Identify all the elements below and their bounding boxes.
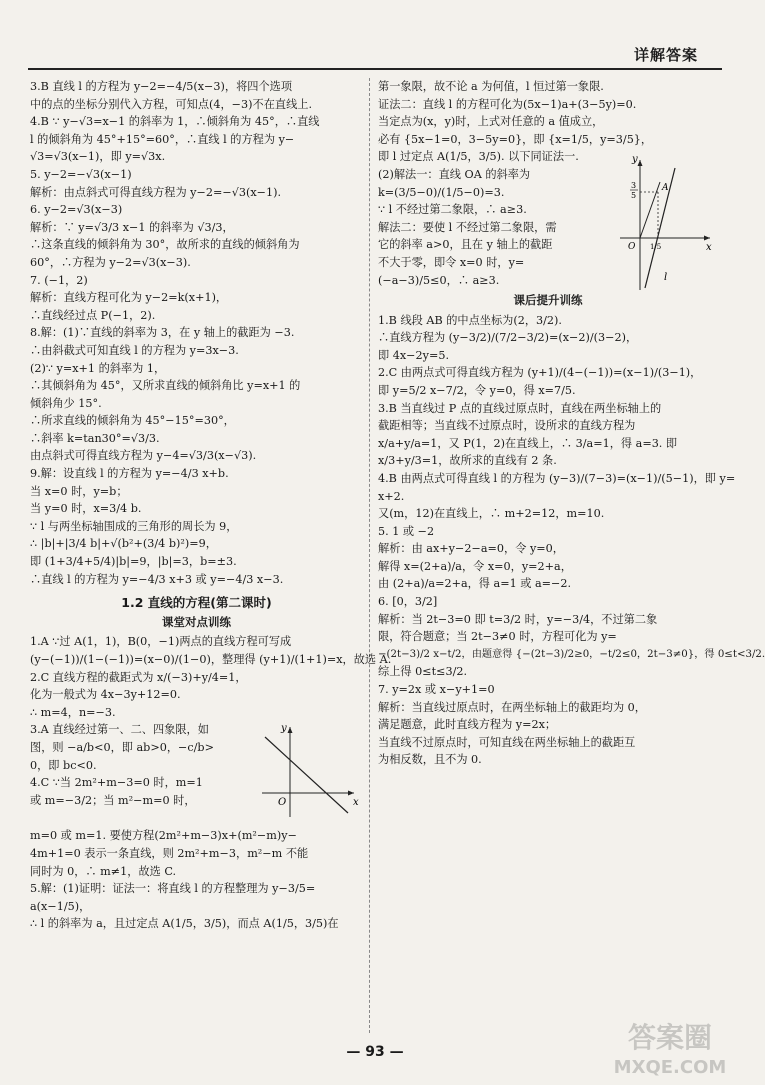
text-line: −(2t−3)/2 x−t/2，由题意得 {−(2t−3)/2≥0，−t/2≤0，2t−3≠0}，得 0≤t<3/2.: [378, 648, 765, 660]
text-line: ∴ |b|+|3/4 b|+√(b²+(3/4 b)²)=9，: [30, 537, 217, 551]
text-line: ∴ m=4，n=−3.: [30, 705, 116, 719]
text-line: 6. [0，3/2]: [378, 595, 438, 609]
right-column: [378, 78, 765, 769]
text-line: 3.B 当直线过 P 点的直线过原点时，直线在两坐标轴上的: [378, 401, 662, 415]
text-line: l 的倾斜角为 45°+15°=60°，∴直线 l 的方程为 y−: [30, 132, 295, 146]
text-line: 倾斜角少 15°.: [30, 396, 102, 410]
text-line: 即 4x−2y=5.: [378, 348, 450, 362]
text-line: 第一象限，故不论 a 为何值，l 恒过第一象限.: [378, 80, 604, 93]
text-line: 5. y−2=−√3(x−1): [30, 167, 132, 181]
line-l: [645, 168, 675, 288]
text-line: 或 m=−3/2；当 m²−m=0 时，: [30, 793, 196, 807]
text-line: ∴所求直线的倾斜角为 45°−15°=30°，: [30, 414, 235, 428]
frac-denominator: 5: [631, 190, 637, 200]
point-a-label: A: [662, 182, 669, 193]
page-header: [0, 0, 750, 72]
text-line: 3.A 直线经过第一、二、四象限，如: [30, 723, 209, 737]
x-label: x: [353, 797, 359, 809]
text-line: 5. 1 或 −2: [378, 524, 435, 538]
y-axis-arrow-icon: [288, 727, 293, 733]
text-line: 必有 {5x−1=0，3−5y=0}，即 {x=1/5，y=3/5}，: [378, 132, 653, 146]
header-title: 详解答案: [633, 46, 698, 64]
text-line: x+2.: [378, 489, 405, 503]
column-divider: [369, 78, 371, 1033]
text-line: 证法二：直线 l 的方程可化为(5x−1)a+(3−5y)=0.: [378, 97, 637, 111]
text-line: 当 y=0 时，x=3/4 b.: [30, 502, 142, 516]
text-line: ∴其倾斜角为 45°，又所求直线的倾斜角比 y=x+1 的: [30, 379, 301, 393]
text-line: ∴斜率 k=tan30°=√3/3.: [30, 431, 160, 445]
text-line: 不大于零，即令 x=0 时，y=: [378, 255, 525, 269]
text-line: 9.解：设直线 l 的方程为 y=−4/3 x+b.: [30, 467, 229, 481]
y-label: y: [632, 153, 638, 165]
text-line: 即 l 过定点 A(1/5，3/5). 以下同证法一.: [378, 150, 579, 164]
watermark-logo: [600, 1013, 740, 1081]
text-line: 60°，∴方程为 y−2=√3(x−3).: [30, 255, 191, 269]
text-line: ∵ l 与两坐标轴围成的三角形的周长为 9，: [30, 519, 238, 533]
text-line: x/a+y/a=1，又 P(1，2)在直线上，∴ 3/a=1，得 a=3. 即: [378, 436, 678, 450]
fixed-point-graph-figure: [614, 154, 716, 294]
text-line: k=(3/5−0)/(1/5−0)=3.: [378, 185, 505, 199]
text-line: x/3+y/3=1，故所求的直线有 2 条.: [378, 454, 557, 468]
text-line: 即 (1+3/4+5/4)|b|=9，|b|=3，b=±3.: [30, 555, 237, 569]
watermark-main-text: 答案圈: [627, 1021, 713, 1054]
text-line: 同时为 0，∴ m≠1，故选 C.: [30, 864, 177, 878]
text-line: ∴由斜截式可知直线 l 的方程为 y=3x−3.: [30, 343, 239, 357]
text-line: ∴直线经过点 P(−1，2).: [30, 308, 156, 322]
frac-numerator: 3: [631, 180, 637, 190]
text-line: m=0 或 m=1. 要使方程(2m²+m−3)x+(m²−m)y−: [30, 829, 297, 843]
y-label: y: [281, 723, 287, 735]
text-line: 解析：由 ax+y−2−a=0，令 y=0，: [378, 542, 564, 556]
text-line: 0，即 bc<0.: [30, 758, 97, 772]
text-line: 1.B 线段 AB 的中点坐标为(2，3/2).: [378, 313, 562, 327]
text-line: 4m+1=0 表示一条直线，则 2m²+m−3，m²−m 不能: [30, 846, 309, 860]
section-subtitle: 课后提升训练: [513, 292, 583, 307]
text-line: 3.B 直线 l 的方程为 y−2=−4/5(x−3)，将四个选项: [30, 80, 293, 93]
text-line: (y−(−1))/(1−(−1))=(x−0)/(1−0)，整理得 (y+1)/(1+1)=x，故选 A.: [30, 653, 392, 666]
text-line: 当 x=0 时，y=b；: [30, 484, 128, 498]
text-line: a(x−1/5)，: [30, 899, 91, 913]
x-label: x: [706, 241, 712, 253]
text-line: 即 y=5/2 x−7/2，令 y=0，得 x=7/5.: [378, 383, 576, 397]
text-line: 1.A ∵过 A(1，1)，B(0，−1)两点的直线方程可写成: [30, 635, 292, 649]
text-line: 8.解：(1)∵直线的斜率为 3，在 y 轴上的截距为 −3.: [30, 326, 295, 340]
text-line: 当定点为(x，y)时，上式对任意的 a 值成立，: [378, 115, 604, 129]
text-line: 满足题意，此时直线方程为 y=2x；: [378, 718, 557, 732]
text-line: 7. y=2x 或 x−y+1=0: [378, 683, 495, 697]
header-rule: [28, 68, 722, 70]
text-line: 2.C 由两点式可得直线方程为 (y+1)/(4−(−1))=(x−1)/(3−1)，: [378, 366, 702, 380]
text-line: 6. y−2=√3(x−3): [30, 203, 123, 217]
line-graph-figure: [250, 721, 360, 821]
text-line: (−a−3)/5≤0，∴ a≥3.: [378, 273, 500, 287]
x-axis-arrow-icon: [704, 235, 710, 240]
text-line: 4.B 由两点式可得直线 l 的方程为 (y−3)/(7−3)=(x−1)/(5−1)，即 y=: [378, 471, 736, 485]
text-line: 解析：当直线过原点时，在两坐标轴上的截距均为 0，: [378, 700, 646, 714]
line-l-label: l: [664, 271, 668, 283]
text-line: 限，符合题意；当 2t−3≠0 时，方程可化为 y=: [378, 630, 617, 644]
text-line: 又(m，12)在直线上，∴ m+2=12，m=10.: [378, 507, 605, 521]
text-line: 它的斜率 a>0，且在 y 轴上的截距: [378, 238, 553, 252]
text-line: ∴直线方程为 (y−3/2)/(7/2−3/2)=(x−2)/(3−2)，: [378, 331, 638, 345]
text-line: (2)∵ y=x+1 的斜率为 1，: [30, 361, 166, 375]
text-line: ∴直线 l 的方程为 y=−4/3 x+3 或 y=−4/3 x−3.: [30, 572, 284, 586]
text-line: 综上得 0≤t≤3/2.: [378, 665, 468, 679]
text-line: 图，则 −a/b<0，即 ab>0，−c/b>: [30, 740, 214, 754]
text-line: 解得 x=(2+a)/a，令 x=0，y=2+a，: [378, 559, 572, 573]
line-oa: [640, 182, 660, 238]
text-line: √3=√3(x−1)，即 y=√3x.: [30, 150, 166, 164]
x-axis-arrow-icon: [348, 791, 354, 796]
text-line: 为相反数，且不为 0.: [378, 753, 482, 767]
text-line: 4.C ∵当 2m²+m−3=0 时，m=1: [30, 776, 203, 790]
text-line: ∵ l 不经过第二象限，∴ a≥3.: [378, 203, 527, 217]
text-line: 由点斜式可得直线方程为 y−4=√3/3(x−√3).: [30, 449, 257, 463]
section-subtitle: 课堂对点训练: [162, 614, 231, 629]
text-line: 解法二：要使 l 不经过第二象限，需: [378, 220, 557, 234]
section-title: 1.2 直线的方程(第二课时): [121, 595, 272, 611]
text-line: 4.B ∵ y−√3=x−1 的斜率为 1，∴倾斜角为 45°，∴直线: [30, 115, 320, 129]
text-line: 解析：直线方程可化为 y−2=k(x+1)，: [30, 291, 228, 305]
y-axis-arrow-icon: [638, 160, 643, 166]
x-intercept-label: 1/5: [650, 242, 662, 251]
text-line: 解析：由点斜式可得直线方程为 y−2=−√3(x−1).: [30, 185, 282, 199]
text-line: 解析：当 2t−3=0 即 t=3/2 时，y=−3/4，不过第二象: [378, 612, 658, 626]
text-line: 化为一般式为 4x−3y+12=0.: [30, 688, 181, 702]
text-line: 2.C 直线方程的截距式为 x/(−3)+y/4=1，: [30, 670, 247, 684]
text-line: 当直线不过原点时，可知直线在两坐标轴上的截距互: [378, 735, 636, 749]
origin-label: O: [278, 797, 287, 809]
watermark-url-text: MXQE.COM: [613, 1057, 727, 1078]
text-line: (2)解法一：直线 OA 的斜率为: [378, 167, 531, 181]
text-line: 解析：∵ y=√3/3 x−1 的斜率为 √3/3，: [30, 220, 234, 234]
text-line: 由 (2+a)/a=2+a，得 a=1 或 a=−2.: [378, 577, 572, 591]
text-line: 截距相等；当直线不过原点时，设所求的直线方程为: [378, 419, 636, 433]
text-line: 5.解：(1)证明：证法一：将直线 l 的方程整理为 y−3/5=: [30, 882, 316, 896]
text-line: 7. (−1，2): [30, 273, 88, 287]
page-number: — 93 —: [346, 1044, 404, 1060]
q3-block: [30, 721, 363, 827]
origin-label: O: [628, 241, 636, 252]
text-line: 中的点的坐标分别代入方程，可知点(4，−3)不在直线上.: [30, 97, 313, 111]
text-line: ∴这条直线的倾斜角为 30°，故所求的直线的倾斜角为: [30, 238, 300, 252]
text-line: ∴ l 的斜率为 a，且过定点 A(1/5，3/5)，而点 A(1/5，3/5)在: [30, 917, 339, 931]
